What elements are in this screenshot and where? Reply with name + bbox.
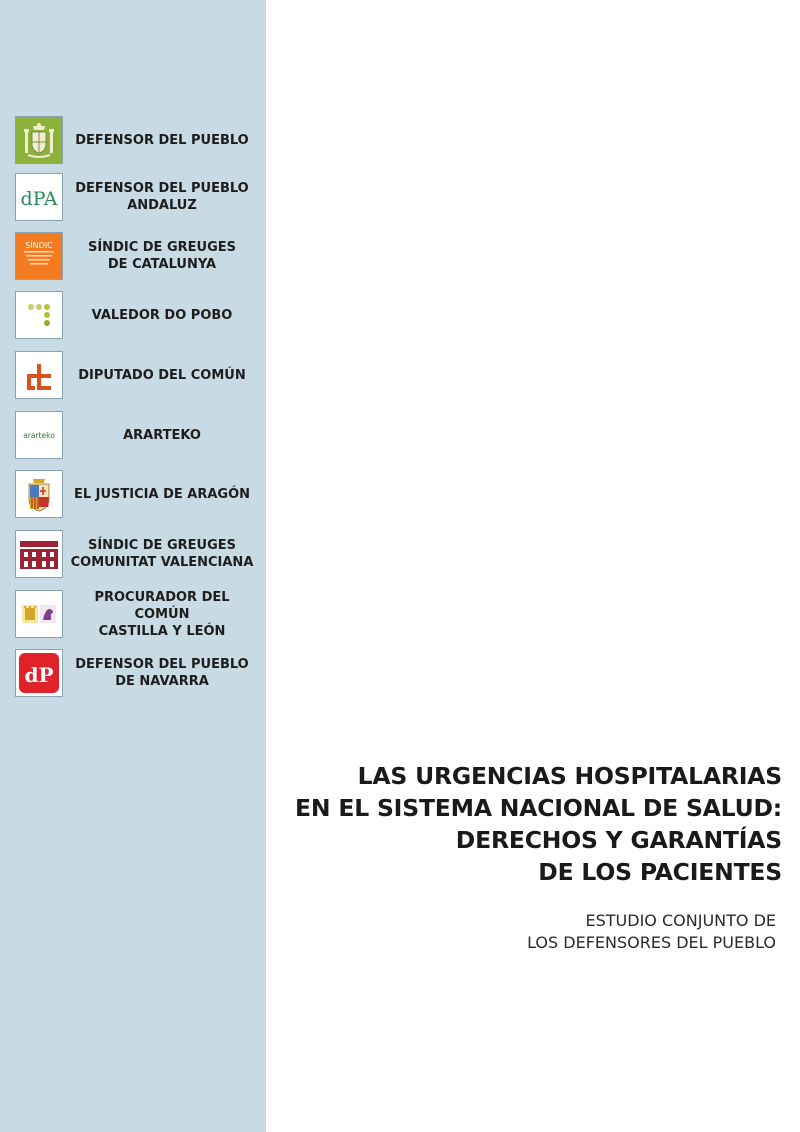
- institution-valedor-do-pobo: [15, 291, 255, 339]
- institution-name: DIPUTADO DEL COMÚN: [78, 367, 246, 383]
- valencia-building-icon: [15, 530, 63, 578]
- sindic-logo-text: SÍNDIC: [25, 241, 53, 250]
- document-title: [262, 760, 782, 888]
- institution-name: ARARTEKO: [123, 427, 201, 443]
- institution-ararteko: [15, 411, 255, 459]
- ararteko-logo-icon: [15, 411, 63, 459]
- document-subtitle: [376, 910, 776, 954]
- castilla-leon-icon: [15, 590, 63, 638]
- institution-sindic-valenciana: [15, 530, 255, 578]
- sindic-catalunya-icon: [15, 232, 63, 280]
- dpa-logo-icon: [15, 173, 63, 221]
- title-line: EN EL SISTEMA NACIONAL DE SALUD:: [295, 794, 782, 822]
- institution-name: DEFENSOR DEL PUEBLO: [75, 132, 249, 148]
- institution-diputado-del-comun: [15, 351, 255, 399]
- diputado-comun-icon: [15, 351, 63, 399]
- subtitle-line: LOS DEFENSORES DEL PUEBLO: [527, 933, 776, 952]
- institution-defensor-andaluz: [15, 173, 255, 221]
- institution-name: DEFENSOR DEL PUEBLO DE NAVARRA: [75, 657, 249, 689]
- institution-name: DEFENSOR DEL PUEBLO ANDALUZ: [75, 181, 249, 213]
- institution-name: SÍNDIC DE GREUGES COMUNITAT VALENCIANA: [70, 538, 254, 570]
- institution-name: SÍNDIC DE GREUGES DE CATALUNYA: [87, 240, 236, 272]
- institution-name: VALEDOR DO POBO: [91, 307, 233, 323]
- institution-defensor-del-pueblo: [15, 116, 255, 164]
- navarra-dp-icon: [15, 649, 63, 697]
- aragon-shield-icon: [15, 470, 63, 518]
- institution-name: PROCURADOR DEL COMÚN CASTILLA Y LEÓN: [94, 589, 230, 639]
- institutions-sidebar: [0, 0, 266, 1132]
- dpa-logo-text: dPA: [20, 188, 58, 210]
- institution-procurador-castilla-leon: [15, 590, 255, 638]
- ararteko-logo-text: ararteko: [23, 431, 55, 440]
- institution-justicia-aragon: [15, 470, 255, 518]
- title-line: LAS URGENCIAS HOSPITALARIAS: [357, 762, 782, 790]
- title-line: DE LOS PACIENTES: [538, 858, 782, 886]
- coat-of-arms-icon: [15, 116, 63, 164]
- valedor-dots-icon: [15, 291, 63, 339]
- subtitle-line: ESTUDIO CONJUNTO DE: [585, 911, 776, 930]
- institution-name: EL JUSTICIA DE ARAGÓN: [73, 486, 251, 502]
- institution-sindic-catalunya: [15, 232, 255, 280]
- navarra-logo-text: dP: [24, 663, 54, 687]
- institution-defensor-navarra: [15, 649, 255, 697]
- title-line: DERECHOS Y GARANTÍAS: [455, 826, 782, 854]
